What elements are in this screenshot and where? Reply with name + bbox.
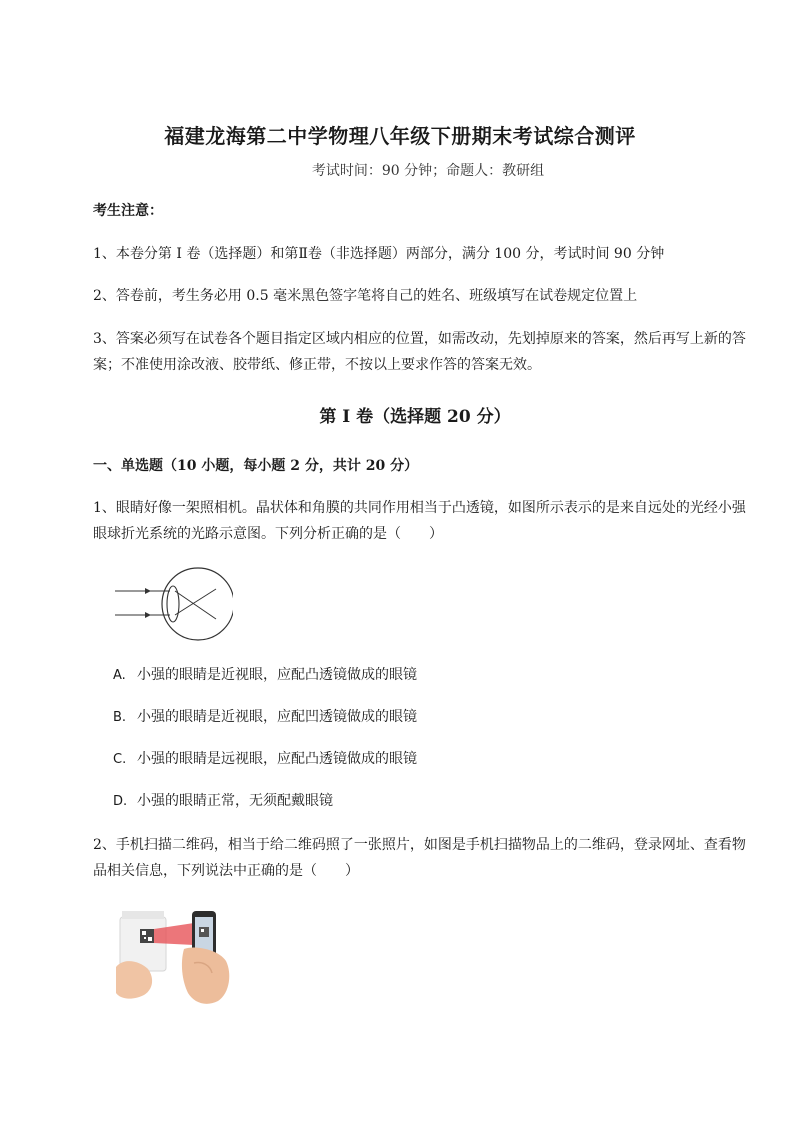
exam-meta: 考试时间：90 分钟；命题人：教研组 (311, 163, 545, 179)
option-d[interactable] (113, 791, 333, 812)
page-title: 福建龙海第二中学物理八年级下册期末考试综合测评 (164, 124, 636, 148)
notice-heading: 考生注意： (93, 203, 163, 219)
notice-item-3: 3、答案必须写在试卷各个题目指定区域内相应的位置，如需改动，先划掉原来的答案，然后再写上新的答案；不准使用涂改液、胶带纸、修正带，不按以上要求作答的答案无效。 (93, 331, 746, 373)
question-1-stem: 1、眼睛好像一架照相机。晶状体和角膜的共同作用相当于凸透镜，如图所示表示的是来自远处的光经小强眼球折光系统的光路示意图。下列分析正确的是（ ） (93, 500, 746, 542)
notice-item-1: 1、本卷分第 I 卷（选择题）和第Ⅱ卷（非选择题）两部分，满分 100 分，考试时间 90 分钟 (93, 246, 665, 262)
option-letter: D. (113, 794, 128, 809)
option-text: 小强的眼睛正常，无须配戴眼镜 (137, 793, 333, 809)
part-heading: 一、单选题（10 小题，每小题 2 分，共计 20 分） (93, 458, 419, 474)
section-title: 第 I 卷（选择题 20 分） (319, 407, 511, 427)
option-letter: C. (113, 752, 127, 767)
option-c[interactable] (113, 749, 417, 770)
phone-scanning-qr-icon (114, 905, 236, 1007)
eye-diagram-icon (113, 563, 233, 645)
option-letter: A. (113, 668, 126, 683)
option-text: 小强的眼睛是近视眼，应配凹透镜做成的眼镜 (137, 709, 417, 725)
question-2-stem: 2、手机扫描二维码，相当于给二维码照了一张照片，如图是手机扫描物品上的二维码，登录网址、查看物品相关信息，下列说法中正确的是（ ） (93, 837, 746, 879)
option-letter: B. (113, 710, 127, 725)
option-a[interactable] (113, 665, 417, 686)
option-b[interactable] (113, 707, 417, 728)
option-text: 小强的眼睛是远视眼，应配凸透镜做成的眼镜 (137, 751, 417, 767)
notice-item-2: 2、答卷前，考生务必用 0.5 毫米黑色签字笔将自己的姓名、班级填写在试卷规定位置上 (93, 288, 638, 304)
option-text: 小强的眼睛是近视眼，应配凸透镜做成的眼镜 (137, 667, 417, 683)
